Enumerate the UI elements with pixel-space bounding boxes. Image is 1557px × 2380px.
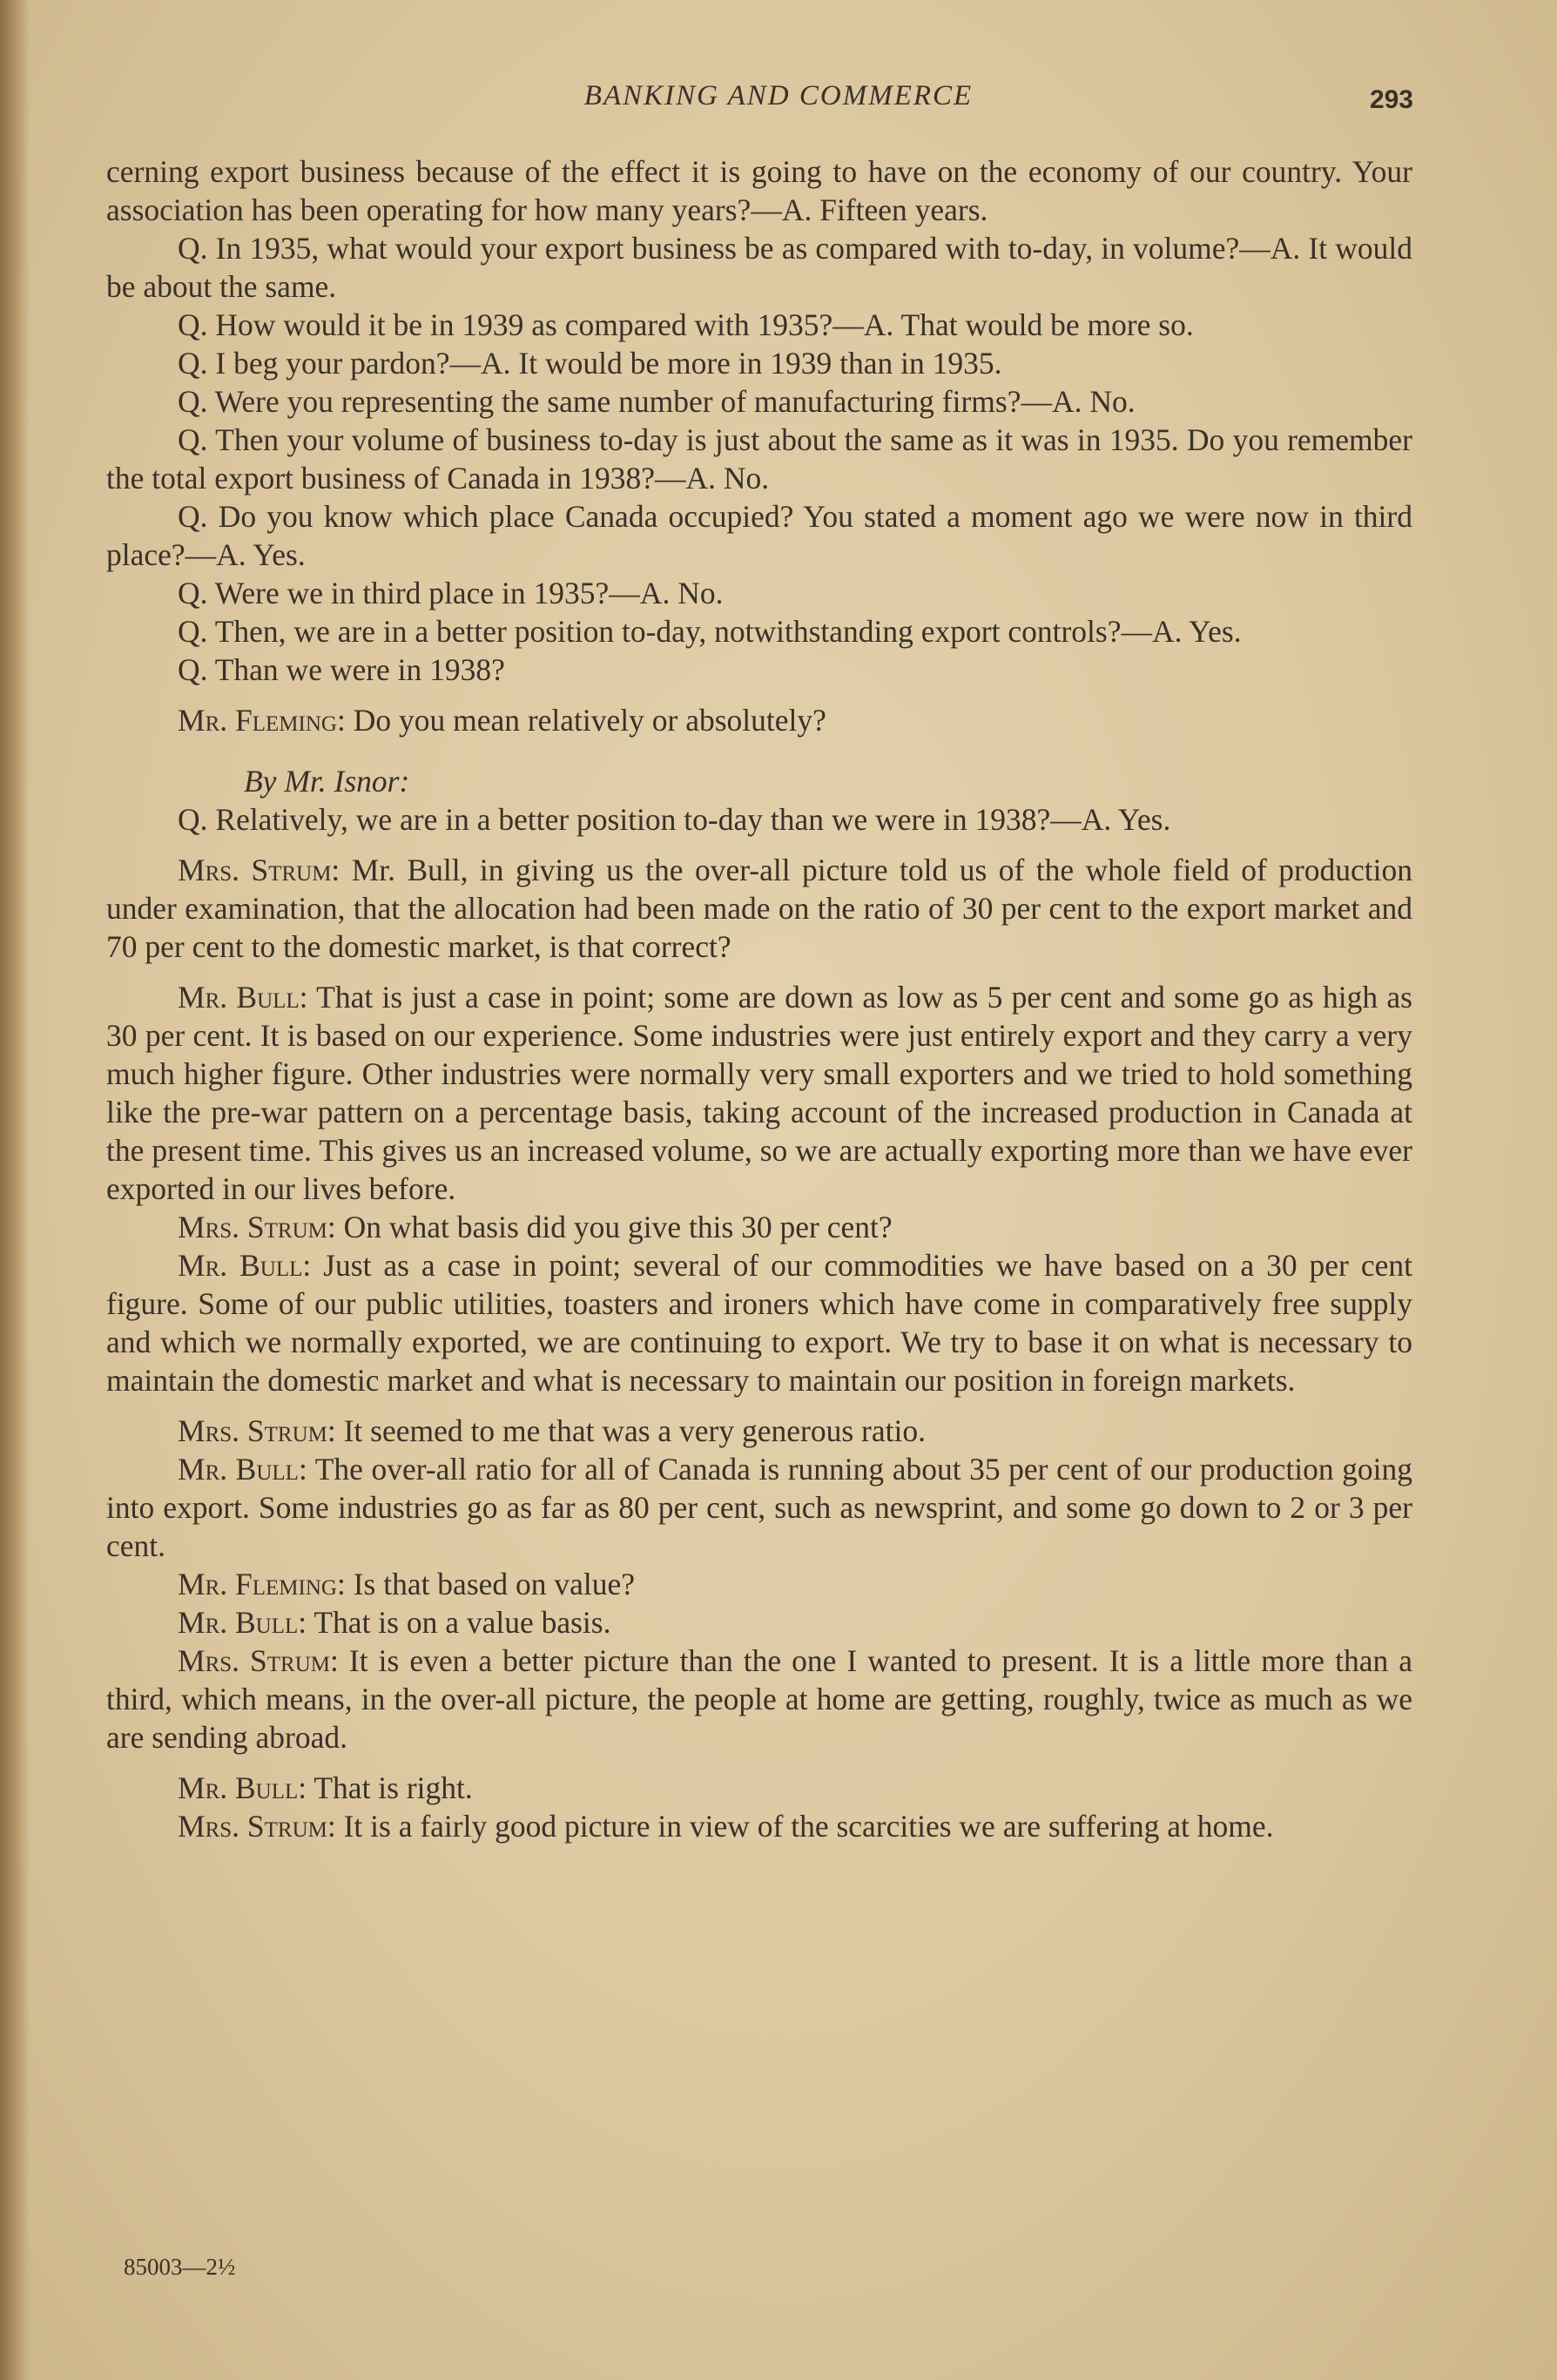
- paragraph: Q. Were we in third place in 1935?—A. No.: [178, 576, 724, 610]
- printer-signature: 85003—2½: [124, 2254, 236, 2280]
- page-header: [0, 80, 1557, 124]
- paragraph: Q. Then your volume of business to-day is just about the same as it was in 1935. Do you remember the total export business of Canada in 1938?—A. No.: [106, 422, 1412, 496]
- paragraph: Mrs. Strum: It is a fairly good picture in view of the scarcities we are suffering at home.: [178, 1809, 1274, 1844]
- paragraph: Mr. Bull: That is right.: [178, 1770, 473, 1805]
- paragraph: Mr. Bull: That is on a value basis.: [178, 1605, 611, 1640]
- speaker-name: Mr. Bull:: [178, 1248, 312, 1283]
- speaker-name: Mrs. Strum:: [178, 1413, 336, 1448]
- paragraph: Mr. Fleming: Is that based on value?: [178, 1567, 636, 1601]
- paragraph: Mr. Bull: That is just a case in point; some are down as low as 5 per cent and some go as high as 30 per cent. It is based on our experience. Some industries were just entirely export and they carry a very much higher figure. Other industries were normally very small exporters and we tried to hold something like the pre-war pattern on a percentage basis, taking account of the increased production in Canada at the present time. This gives us an increased volume, so we are actually exporting more than we have ever exported in our lives before.: [106, 980, 1412, 1206]
- page-body: [106, 152, 1412, 1845]
- byline: By Mr. Isnor:: [244, 764, 410, 799]
- paragraph: Q. Relatively, we are in a better position to-day than we were in 1938?—A. Yes.: [178, 802, 1171, 837]
- paragraph: Mrs. Strum: On what basis did you give this 30 per cent?: [178, 1210, 893, 1244]
- speaker-name: Mrs. Strum:: [178, 1210, 336, 1244]
- paragraph: cerning export business because of the effect it is going to have on the economy of our country. Your association has been operating for how many years?—A. Fifteen years.: [106, 154, 1412, 227]
- speaker-name: Mr. Bull:: [178, 1605, 307, 1640]
- paragraph: Q. Then, we are in a better position to-day, notwithstanding export controls?—A. Yes.: [178, 614, 1242, 649]
- paragraph: Mrs. Strum: Mr. Bull, in giving us the over-all picture told us of the whole field of production under examination, that the allocation had been made on the ratio of 30 per cent to the export market and 70 per cent to the domestic market, is that correct?: [106, 853, 1412, 964]
- paragraph: Mr. Fleming: Do you mean relatively or absolutely?: [178, 703, 826, 738]
- paragraph: Q. Do you know which place Canada occupied? You stated a moment ago we were now in third place?—A. Yes.: [106, 499, 1412, 572]
- paragraph: Q. How would it be in 1939 as compared with 1935?—A. That would be more so.: [178, 307, 1194, 342]
- book-spine-shadow: [0, 0, 30, 2380]
- paragraph: Mr. Bull: The over-all ratio for all of Canada is running about 35 per cent of our production going into export. Some industries go as far as 80 per cent, such as newsprint, and some go down to 2 or 3 per cent.: [106, 1452, 1412, 1563]
- speaker-name: Mr. Bull:: [178, 1452, 307, 1487]
- paragraph: Mrs. Strum: It seemed to me that was a very generous ratio.: [178, 1413, 926, 1448]
- speaker-name: Mr. Fleming:: [178, 1567, 346, 1601]
- page-number: 293: [1369, 85, 1413, 114]
- running-title: BANKING AND COMMERCE: [583, 80, 974, 111]
- speaker-name: Mrs. Strum:: [178, 1643, 339, 1678]
- paragraph: Q. I beg your pardon?—A. It would be more in 1939 than in 1935.: [178, 346, 1002, 381]
- paragraph: Mrs. Strum: It is even a better picture than the one I wanted to present. It is a little more than a third, which means, in the over-all picture, the people at home are getting, roughly, twice as much as we are sending abroad.: [106, 1643, 1412, 1755]
- speaker-name: Mr. Fleming:: [178, 703, 346, 738]
- paragraph: Q. In 1935, what would your export business be as compared with to-day, in volume?—A. It would be about the same.: [106, 231, 1412, 304]
- speaker-name: Mrs. Strum:: [178, 1809, 336, 1844]
- speaker-name: Mr. Bull:: [178, 980, 308, 1015]
- paragraph: Mr. Bull: Just as a case in point; several of our commodities we have based on a 30 per cent figure. Some of our public utilities, toasters and ironers which have come in comparatively free supply and which we normally exported, we are continuing to export. We try to base it on what is necessary to maintain the domestic market and what is necessary to maintain our position in foreign markets.: [106, 1248, 1412, 1398]
- paragraph: Q. Were you representing the same number of manufacturing firms?—A. No.: [178, 384, 1136, 419]
- paragraph: Q. Than we were in 1938?: [178, 652, 505, 687]
- speaker-name: Mr. Bull:: [178, 1770, 307, 1805]
- speaker-name: Mrs. Strum:: [178, 853, 340, 887]
